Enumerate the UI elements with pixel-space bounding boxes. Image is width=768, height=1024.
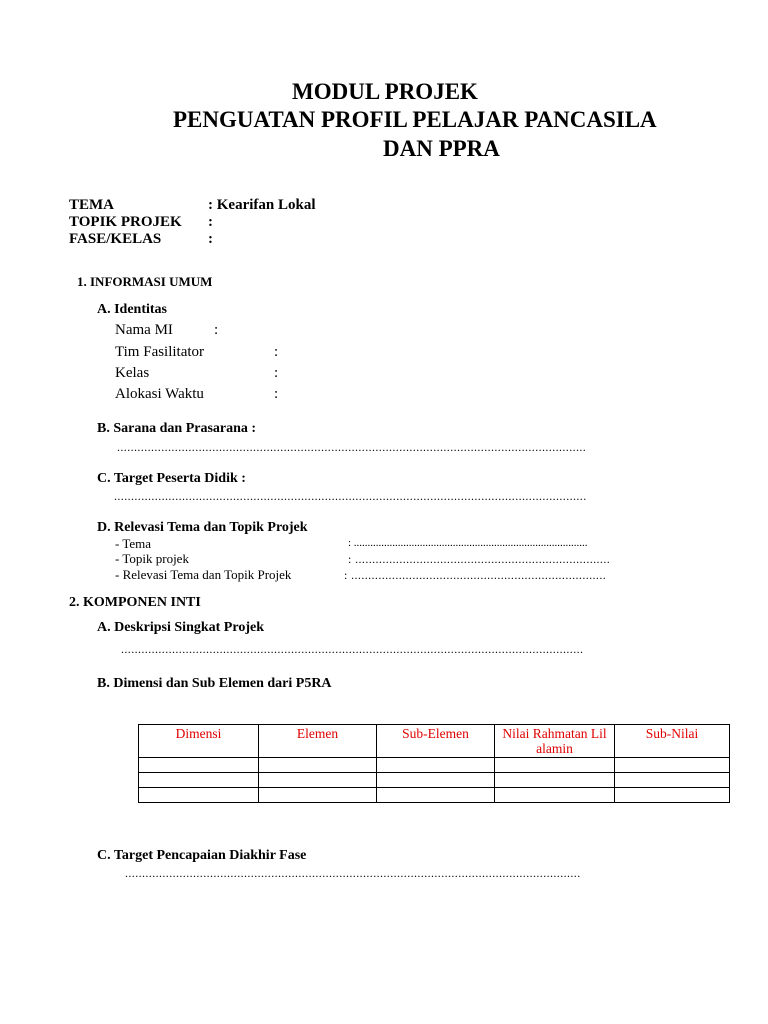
- relevasi-tema-value: : .....................................................................................: [348, 537, 588, 549]
- table-header-row: [139, 725, 730, 758]
- table-cell[interactable]: [615, 758, 730, 773]
- table-cell[interactable]: [139, 788, 259, 803]
- table-row: [139, 788, 730, 803]
- identitas-alokasi-colon: :: [274, 386, 279, 402]
- dimensi-heading: B. Dimensi dan Sub Elemen dari P5RA: [97, 676, 332, 691]
- section-2-heading: 2. KOMPONEN INTI: [69, 595, 201, 610]
- table-cell[interactable]: [259, 788, 377, 803]
- deskripsi-dotted-line: ........................................................................................................................................: [121, 642, 584, 656]
- target-pencapaian-dotted-line: ......................................................................................................................................: [125, 866, 581, 880]
- identitas-heading: A. Identitas: [97, 302, 168, 317]
- section-1-heading: 1. INFORMASI UMUM: [77, 274, 213, 289]
- sarana-dotted-line: ..........................................................................................................................................: [117, 440, 587, 454]
- meta-label-fase: FASE/KELAS: [69, 231, 162, 247]
- table-cell[interactable]: [377, 788, 495, 803]
- table-row: [139, 758, 730, 773]
- identitas-nama-mi-label: Nama MI: [115, 322, 173, 338]
- identitas-nama-mi-colon: :: [214, 322, 219, 338]
- relevasi-topik-value: : ...........................................................................: [348, 552, 611, 566]
- dimensi-table: [138, 724, 730, 803]
- identitas-alokasi-label: Alokasi Waktu: [115, 386, 204, 402]
- target-peserta-dotted-line: ...........................................................................................................................................: [114, 489, 587, 503]
- title-line-1: MODUL PROJEK: [292, 79, 478, 104]
- meta-value-topik: :: [208, 214, 213, 230]
- table-cell[interactable]: [259, 773, 377, 788]
- meta-label-topik: TOPIK PROJEK: [69, 214, 182, 230]
- table-header-sub-elemen: Sub-Elemen: [377, 725, 495, 758]
- relevasi-tema-topik-value: : ...........................................................................: [344, 568, 607, 582]
- meta-value-fase: :: [208, 231, 213, 247]
- table-cell[interactable]: [259, 758, 377, 773]
- table-header-sub-nilai: Sub-Nilai: [615, 725, 730, 758]
- table-row: [139, 773, 730, 788]
- table-cell[interactable]: [139, 758, 259, 773]
- deskripsi-heading: A. Deskripsi Singkat Projek: [97, 620, 264, 635]
- relevasi-heading: D. Relevasi Tema dan Topik Projek: [97, 520, 308, 535]
- target-peserta-heading: C. Target Peserta Didik :: [97, 471, 246, 486]
- table-cell[interactable]: [139, 773, 259, 788]
- title-line-2: PENGUATAN PROFIL PELAJAR PANCASILA: [173, 107, 657, 132]
- identitas-kelas-colon: :: [274, 365, 279, 381]
- identitas-tim-label: Tim Fasilitator: [115, 344, 205, 360]
- relevasi-tema-label: - Tema: [115, 536, 152, 551]
- identitas-tim-colon: :: [274, 344, 279, 360]
- table-cell[interactable]: [495, 758, 615, 773]
- relevasi-topik-label: - Topik projek: [115, 551, 189, 566]
- target-pencapaian-heading: C. Target Pencapaian Diakhir Fase: [97, 848, 307, 863]
- identitas-kelas-label: Kelas: [115, 365, 150, 381]
- title-line-3: DAN PPRA: [383, 136, 500, 161]
- table-header-elemen: Elemen: [259, 725, 377, 758]
- table-cell[interactable]: [615, 788, 730, 803]
- table-cell[interactable]: [495, 773, 615, 788]
- table-header-dimensi: Dimensi: [139, 725, 259, 758]
- relevasi-tema-topik-label: - Relevasi Tema dan Topik Projek: [115, 567, 292, 582]
- meta-value-tema: : Kearifan Lokal: [208, 197, 316, 213]
- table-cell[interactable]: [377, 773, 495, 788]
- sarana-heading: B. Sarana dan Prasarana :: [97, 421, 257, 436]
- table-header-nilai-rahmatan: Nilai Rahmatan Lil alamin: [495, 725, 615, 758]
- table-cell[interactable]: [615, 773, 730, 788]
- meta-label-tema: TEMA: [69, 197, 114, 213]
- table-cell[interactable]: [495, 788, 615, 803]
- table-cell[interactable]: [377, 758, 495, 773]
